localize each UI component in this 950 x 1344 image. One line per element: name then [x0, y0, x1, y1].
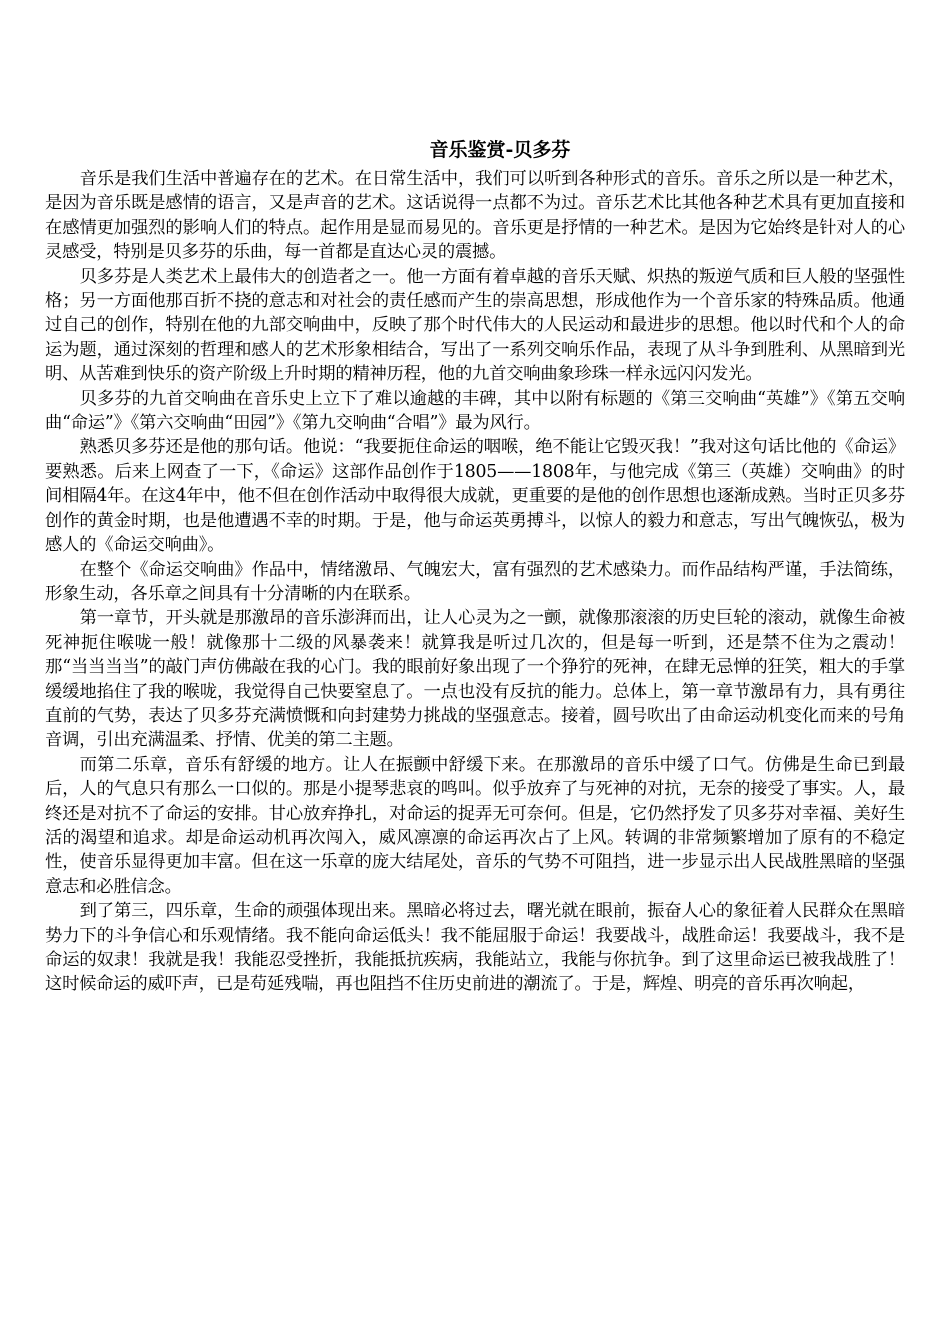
- document-title: 音乐鉴赏-贝多芬: [429, 139, 571, 161]
- paragraph-1: 音乐是我们生活中普遍存在的艺术。在日常生活中，我们可以听到各种形式的音乐。音乐之所以是一种艺术，是因为音乐既是感情的语言，又是声音的艺术。这话说得一点都不为过。音乐艺术比其他各种艺术具有更加直接和在感情更加强烈的影响人们的特点。起作用是显而易见的。音乐更是抒情的一种艺术。是因为它始终是针对人的心灵感受，特别是贝多芬的乐曲，每一首都是直达心灵的震撼。: [45, 169, 905, 263]
- paragraph-8: 到了第三，四乐章，生命的顽强体现出来。黑暗必将过去，曙光就在眼前，振奋人心的象征着人民群众在黑暗势力下的斗争信心和乐观情绪。我不能向命运低头！我不能屈服于命运！我要战斗，战胜命运！我要战斗，我不是命运的奴隶！我就是我！我能忍受挫折，我能抵抗疾病，我能站立，我能与你抗争。到了这里命运已被我战胜了！这时候命运的威吓声，已是苟延残喘，再也阻挡不住历史前进的潮流了。于是，辉煌、明亮的音乐再次响起，: [45, 901, 905, 995]
- document-page: [45, 135, 905, 997]
- paragraph-3: 贝多芬的九首交响曲在音乐史上立下了难以逾越的丰碑，其中以附有标题的《第三交响曲“英雄”》《第五交响曲“命运”》《第六交响曲“田园”》《第九交响曲“合唱”》最为风行。: [45, 388, 905, 434]
- paragraph-4: 熟悉贝多芬还是他的那句话。他说：“我要扼住命运的咽喉，绝不能让它毁灭我！”我对这句话比他的《命运》要熟悉。后来上网查了一下，《命运》这部作品创作于1805——1808年，与他完成《第三（英雄）交响曲》的时间相隔4年。在这4年中，他不但在创作活动中取得很大成就，更重要的是他的创作思想也逐渐成熟。当时正贝多芬创作的黄金时期，也是他遭遇不幸的时期。于是，他与命运英勇搏斗，以惊人的毅力和意志，写出气魄恢弘，极为感人的《命运交响曲》。: [45, 437, 905, 556]
- paragraph-6: 第一章节，开头就是那激昂的音乐澎湃而出，让人心灵为之一颤，就像那滚滚的历史巨轮的滚动，就像生命被死神扼住喉咙一般！就像那十二级的风暴袭来！就算我是听过几次的，但是每一听到，还是禁不住为之震动！那“当当当当”的敲门声仿佛敲在我的心门。我的眼前好象出现了一个狰狞的死神，在肆无忌惮的狂笑，粗大的手掌缓缓地掐住了我的喉咙，我觉得自己快要窒息了。一点也没有反抗的能力。总体上，第一章节激昂有力，具有勇往直前的气势，表达了贝多芬充满愤慨和向封建势力挑战的坚强意志。接着，圆号吹出了由命运动机变化而来的号角音调，引出充满温柔、抒情、优美的第二主题。: [45, 608, 905, 751]
- paragraph-7: 而第二乐章，音乐有舒缓的地方。让人在振颤中舒缓下来。在那激昂的音乐中缓了口气。仿佛是生命已到最后，人的气息只有那么一口似的。那是小提琴悲哀的鸣叫。似乎放弃了与死神的对抗，无奈的接受了事实。人，最终还是对抗不了命运的安排。甘心放弃挣扎，对命运的捉弄无可奈何。但是，它仍然抒发了贝多芬对幸福、美好生活的渴望和追求。却是命运动机再次闯入，威风凛凛的命运再次占了上风。转调的非常频繁增加了原有的不稳定性，使音乐显得更加丰富。但在这一乐章的庞大结尾处，音乐的气势不可阻挡，进一步显示出人民战胜黑暗的坚强意志和必胜信念。: [45, 754, 905, 897]
- paragraph-2: 贝多芬是人类艺术上最伟大的创造者之一。他一方面有着卓越的音乐天赋、炽热的叛逆气质和巨人般的坚强性格；另一方面他那百折不挠的意志和对社会的责任感而产生的崇高思想，形成他作为一个音乐家的特殊品质。他通过自己的创作，特别在他的九部交响曲中，反映了那个时代伟大的人民运动和最进步的思想。他以时代和个人的命运为题，通过深刻的哲理和感人的艺术形象相结合，写出了一系列交响乐作品，表现了从斗争到胜利、从黑暗到光明、从苦难到快乐的资产阶级上升时期的精神历程，他的九首交响曲象珍珠一样永远闪闪发光。: [45, 266, 905, 385]
- paragraph-5: 在整个《命运交响曲》作品中，情绪激昂、气魄宏大，富有强烈的艺术感染力。而作品结构严谨，手法简练，形象生动，各乐章之间具有十分清晰的内在联系。: [45, 559, 905, 604]
